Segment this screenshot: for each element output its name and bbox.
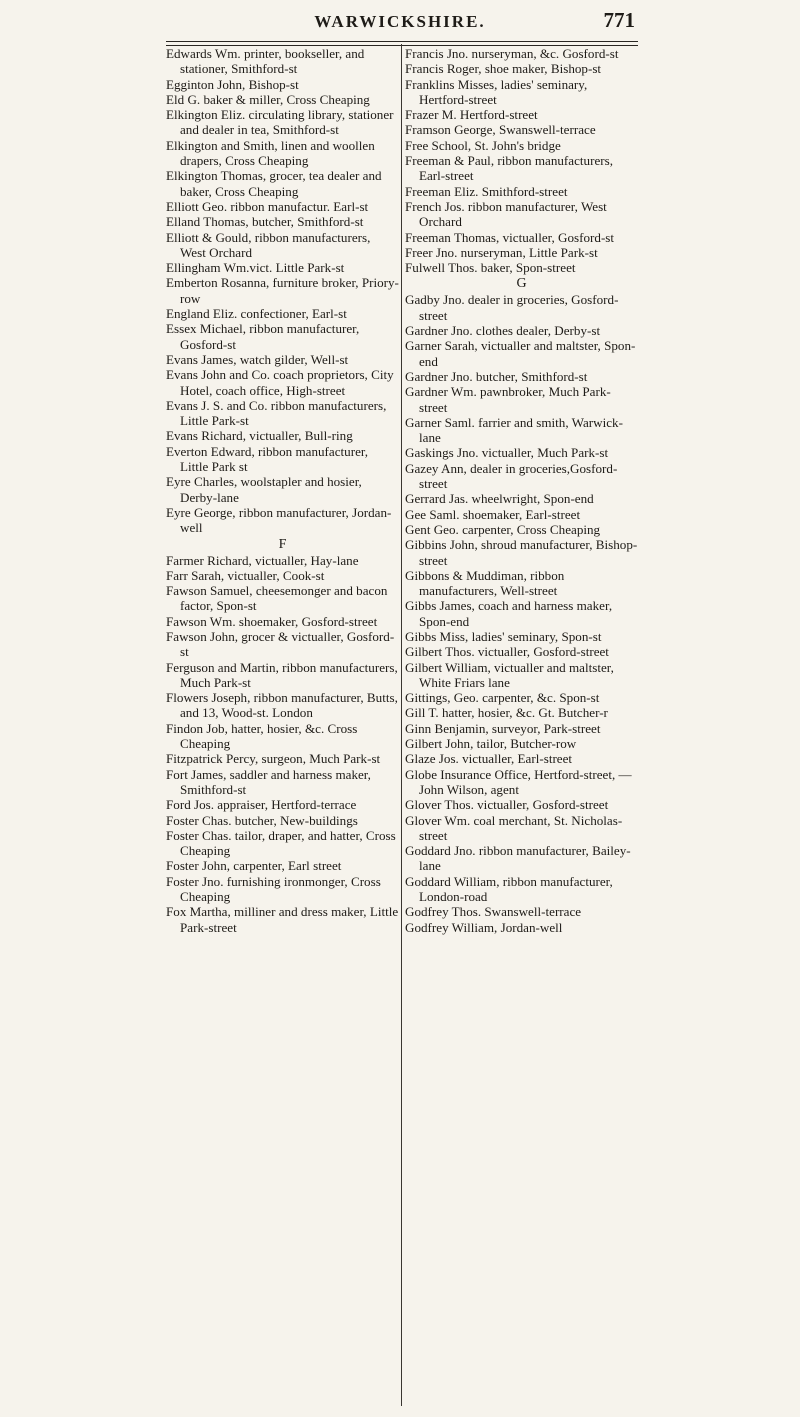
directory-entry: Fulwell Thos. baker, Spon-street (405, 260, 576, 276)
directory-entry: Evans John and Co. coach proprietors, City Hotel, coach office, High-street (166, 367, 394, 398)
directory-entry: Gilbert William, victualler and maltster, White Friars lane (405, 659, 614, 690)
right-column (405, 46, 638, 935)
directory-entry: Elland Thomas, butcher, Smithford-st (166, 214, 364, 230)
directory-entry: Gilbert Thos. victualler, Gosford-street (405, 644, 609, 660)
directory-entry: Fort James, saddler and harness maker, Smithford-st (166, 766, 371, 797)
directory-entry: England Eliz. confectioner, Earl-st (166, 306, 347, 322)
directory-entry: Fitzpatrick Percy, surgeon, Much Park-st (166, 751, 381, 767)
directory-entry: Eyre Charles, woolstapler and hosier, Derby-lane (166, 474, 362, 505)
directory-entry: Findon Job, hatter, hosier, &c. Cross Cheaping (166, 720, 358, 752)
left-column (166, 46, 399, 935)
directory-entry: Eld G. baker & miller, Cross Cheaping (166, 91, 370, 107)
directory-entry: Gee Saml. shoemaker, Earl-street (405, 506, 581, 522)
directory-entry: Fawson Wm. shoemaker, Gosford-street (166, 613, 378, 629)
directory-entry: Globe Insurance Office, Hertford-street, —John Wilson, agent (405, 766, 632, 797)
directory-entry: Elkington Thomas, grocer, tea dealer and baker, Cross Cheaping (166, 168, 382, 199)
directory-entry: Foster Jno. furnishing ironmonger, Cross Cheaping (166, 873, 381, 905)
page-number: 771 (603, 8, 635, 32)
directory-entry: Farmer Richard, victualler, Hay-lane (166, 552, 359, 568)
directory-entry: Godfrey William, Jordan-well (405, 919, 563, 935)
directory-entry: Gibbins John, shroud manufacturer, Bishop-street (405, 537, 638, 568)
directory-entry: Elliott Geo. ribbon manufactur. Earl-st (166, 198, 369, 214)
directory-entry: Garner Saml. farrier and smith, Warwick-lane (405, 414, 623, 446)
directory-entry: Gazey Ann, dealer in groceries,Gosford-street (405, 460, 618, 492)
directory-entry: Foster Chas. butcher, New-buildings (166, 812, 358, 828)
directory-entry: Glover Wm. coal merchant, St. Nicholas-street (405, 812, 623, 843)
directory-entry: Gibbs James, coach and harness maker, Spon-end (405, 598, 613, 629)
directory-entry: Edwards Wm. printer, bookseller, and stationer, Smithford-st (166, 46, 365, 77)
directory-entry: Elliott & Gould, ribbon manufacturers, West Orchard (166, 229, 371, 260)
header-rule (166, 41, 638, 42)
directory-entry: Ellingham Wm.vict. Little Park-st (166, 260, 345, 276)
directory-entry: Frazer M. Hertford-street (405, 107, 538, 123)
directory-entry: Godfrey Thos. Swanswell-terrace (405, 904, 582, 920)
directory-entry: Essex Michael, ribbon manufacturer, Gosford-st (166, 321, 360, 352)
directory-entry: Freer Jno. nurseryman, Little Park-st (405, 244, 598, 260)
directory-entry: Fawson John, grocer & victualler, Gosford-st (166, 628, 395, 660)
directory-entry: Foster Chas. tailor, draper, and hatter, Cross Cheaping (166, 827, 396, 859)
directory-entry: Free School, St. John's bridge (405, 137, 561, 153)
directory-entry: Gill T. hatter, hosier, &c. Gt. Butcher-r (405, 705, 608, 721)
directory-entry: Francis Roger, shoe maker, Bishop-st (405, 61, 602, 77)
directory-entry: Garner Sarah, victualler and maltster, Spon-end (405, 338, 636, 369)
directory-entry: Foster John, carpenter, Earl street (166, 858, 342, 874)
directory-entry: Evans James, watch gilder, Well-st (166, 351, 349, 367)
column-divider (401, 44, 402, 1406)
directory-entry: Freeman & Paul, ribbon manufacturers, Earl-street (405, 153, 613, 184)
directory-entry: Flowers Joseph, ribbon manufacturer, Butts, and 13, Wood-st. London (166, 690, 398, 721)
directory-entry: Glaze Jos. victualler, Earl-street (405, 751, 573, 767)
directory-entry: Gibbs Miss, ladies' seminary, Spon-st (405, 628, 602, 644)
directory-entry: Egginton John, Bishop-st (166, 76, 299, 92)
section-letter: G (516, 276, 527, 292)
directory-entry: Goddard William, ribbon manufacturer, London-road (405, 873, 613, 905)
directory-entry: Gent Geo. carpenter, Cross Cheaping (405, 521, 601, 537)
directory-entry: Freeman Eliz. Smithford-street (405, 183, 568, 199)
directory-entry: Fawson Samuel, cheesemonger and bacon factor, Spon-st (166, 583, 388, 614)
directory-entry: Evans J. S. and Co. ribbon manufacturers, Little Park-st (166, 397, 387, 429)
directory-entry: Emberton Rosanna, furniture broker, Priory-row (166, 275, 399, 306)
directory-entry: Goddard Jno. ribbon manufacturer, Bailey-lane (405, 843, 631, 874)
directory-entry: Ginn Benjamin, surveyor, Park-street (405, 720, 601, 736)
directory-entry: Gerrard Jas. wheelwright, Spon-end (405, 491, 594, 507)
directory-entry: Ferguson and Martin, ribbon manufacturers, Much Park-st (166, 659, 398, 690)
directory-entry: Gardner Jno. butcher, Smithford-st (405, 368, 588, 384)
directory-entry: Gadby Jno. dealer in groceries, Gosford-street (405, 292, 619, 323)
directory-entry: Freeman Thomas, victualler, Gosford-st (405, 229, 615, 245)
directory-entry: Gardner Wm. pawnbroker, Much Park-street (405, 384, 611, 415)
page-header (0, 8, 800, 42)
directory-entry: Gittings, Geo. carpenter, &c. Spon-st (405, 690, 600, 706)
directory-entry: French Jos. ribbon manufacturer, West Orchard (405, 198, 607, 230)
directory-entry: Franklins Misses, ladies' seminary, Hertford-street (405, 76, 588, 107)
directory-entry: Elkington Eliz. circulating library, stationer and dealer in tea, Smithford-st (166, 107, 394, 138)
directory-entry: Evans Richard, victualler, Bull-ring (166, 428, 353, 444)
directory-entry: Gibbons & Muddiman, ribbon manufacturers, Well-street (405, 567, 565, 599)
directory-entry: Elkington and Smith, linen and woollen drapers, Cross Cheaping (166, 137, 375, 169)
directory-entry: Gaskings Jno. victualler, Much Park-st (405, 445, 609, 461)
directory-entry: Ford Jos. appraiser, Hertford-terrace (166, 797, 357, 813)
directory-entry: Gilbert John, tailor, Butcher-row (405, 736, 577, 752)
running-title: WARWICKSHIRE. (314, 12, 486, 31)
directory-entry: Gardner Jno. clothes dealer, Derby-st (405, 323, 601, 339)
directory-entry: Farr Sarah, victualler, Cook-st (166, 567, 325, 583)
directory-entry: Everton Edward, ribbon manufacturer, Little Park st (166, 443, 368, 475)
directory-entry: Fox Martha, milliner and dress maker, Little Park-street (166, 904, 399, 935)
section-letter: F (278, 536, 287, 552)
directory-entry: Framson George, Swanswell-terrace (405, 122, 596, 138)
directory-entry: Francis Jno. nurseryman, &c. Gosford-st (405, 46, 619, 61)
directory-entry: Eyre George, ribbon manufacturer, Jordan-well (166, 504, 392, 536)
directory-entry: Glover Thos. victualler, Gosford-street (405, 797, 609, 813)
